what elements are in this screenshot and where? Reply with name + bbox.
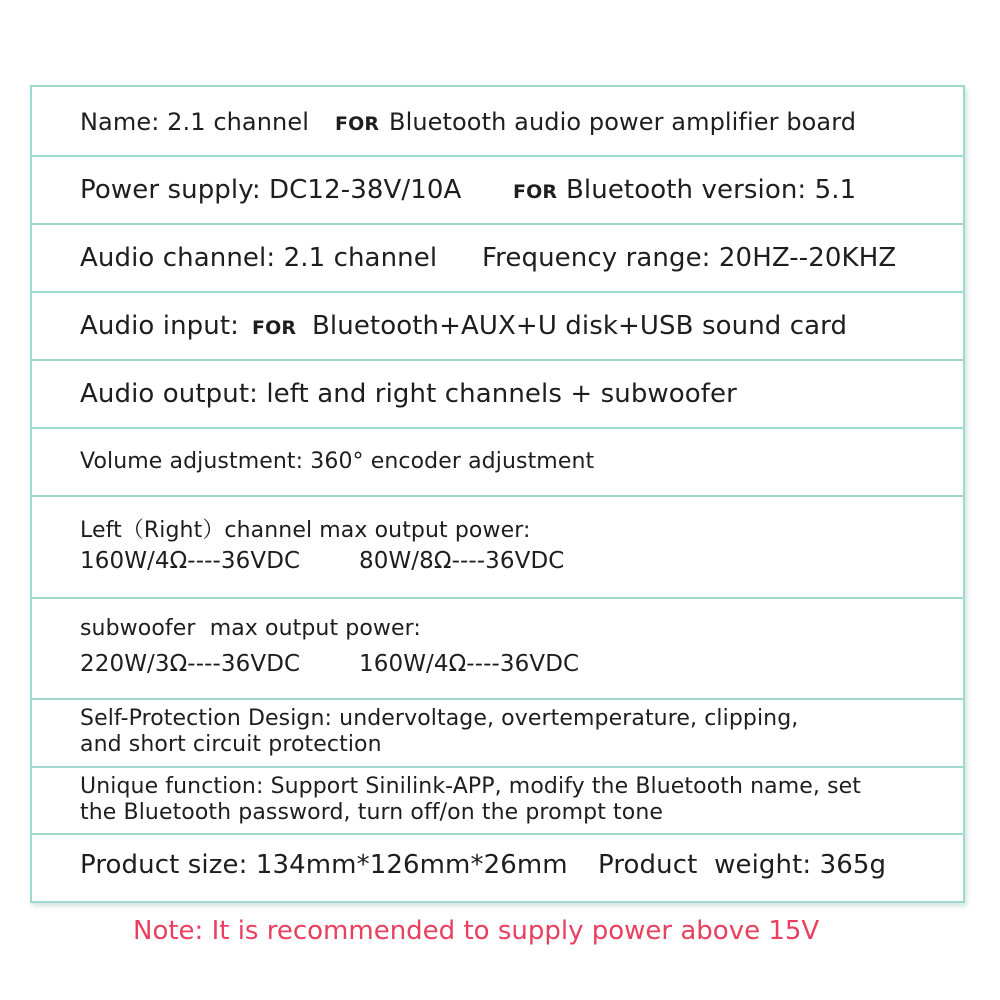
spec-name-suffix: Bluetooth audio power amplifier board bbox=[389, 108, 857, 136]
spec-sub-power-title: subwoofer max output power: bbox=[80, 616, 421, 641]
spec-input-for: FOR bbox=[252, 317, 297, 339]
spec-row-size bbox=[32, 835, 963, 901]
spec-row-name bbox=[32, 87, 963, 157]
spec-name-for: FOR bbox=[335, 113, 380, 135]
spec-row-lr-power bbox=[32, 497, 963, 599]
spec-row-protection bbox=[32, 700, 963, 768]
spec-lr-power-4ohm: 160W/4Ω----36VDC bbox=[80, 548, 301, 574]
spec-power-suffix: Bluetooth version: 5.1 bbox=[566, 175, 857, 205]
spec-name-prefix: Name: 2.1 channel bbox=[80, 108, 309, 136]
spec-row-output bbox=[32, 361, 963, 429]
power-note: Note: It is recommended to supply power above 15V bbox=[133, 916, 820, 946]
spec-protection-line2: and short circuit protection bbox=[80, 732, 382, 757]
spec-row-channel bbox=[32, 225, 963, 293]
spec-row-power bbox=[32, 157, 963, 225]
spec-unique-line2: the Bluetooth password, turn off/on the prompt tone bbox=[80, 800, 664, 825]
spec-table bbox=[30, 85, 965, 903]
spec-volume: Volume adjustment: 360° encoder adjustment bbox=[80, 449, 595, 474]
spec-row-input bbox=[32, 293, 963, 361]
spec-product-weight: Product weight: 365g bbox=[598, 850, 887, 880]
spec-sub-power-3ohm: 220W/3Ω----36VDC bbox=[80, 651, 301, 677]
spec-sub-power-4ohm: 160W/4Ω----36VDC bbox=[359, 651, 580, 677]
spec-channel-left: Audio channel: 2.1 channel bbox=[80, 243, 438, 273]
spec-unique-line1: Unique function: Support Sinilink-APP, modify the Bluetooth name, set bbox=[80, 774, 862, 799]
spec-lr-power-title: Left（Right）channel max output power: bbox=[80, 518, 531, 543]
spec-row-volume bbox=[32, 429, 963, 497]
spec-power-prefix: Power supply: DC12-38V/10A bbox=[80, 175, 462, 205]
spec-row-sub-power bbox=[32, 599, 963, 700]
spec-frequency-range: Frequency range: 20HZ--20KHZ bbox=[482, 243, 897, 273]
spec-product-size: Product size: 134mm*126mm*26mm bbox=[80, 850, 568, 880]
spec-input-prefix: Audio input: bbox=[80, 311, 240, 341]
spec-lr-power-8ohm: 80W/8Ω----36VDC bbox=[359, 548, 565, 574]
spec-row-unique bbox=[32, 768, 963, 835]
spec-input-suffix: Bluetooth+AUX+U disk+USB sound card bbox=[312, 311, 848, 341]
spec-output: Audio output: left and right channels + subwoofer bbox=[80, 379, 737, 409]
spec-protection-line1: Self-Protection Design: undervoltage, overtemperature, clipping, bbox=[80, 706, 799, 731]
spec-power-for: FOR bbox=[513, 181, 558, 203]
